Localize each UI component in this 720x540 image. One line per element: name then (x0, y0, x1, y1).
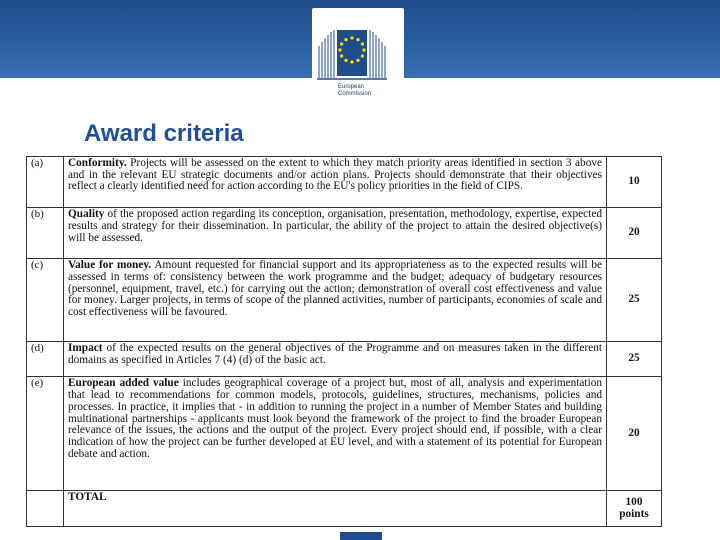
logo-text (338, 84, 371, 98)
criterion-description (64, 208, 607, 259)
criterion-description (64, 259, 607, 342)
criterion-points: 25 (607, 259, 662, 342)
criterion-label: (a) (27, 157, 64, 208)
criterion-text: Projects will be assessed on the extent to which they match priority areas identified in section 3 above and in the relevant EU strategic documents and/or action plans. Projects should demonstrate that their objectives reflect a clearly identified need for action according to the EU's policy priorities in the field of CIPS. (68, 157, 603, 193)
criterion-row-b (27, 208, 662, 259)
criterion-name: Impact (68, 341, 103, 354)
criterion-points: 25 (607, 341, 662, 376)
criterion-label: (c) (27, 259, 64, 342)
criterion-points: 10 (607, 157, 662, 208)
criterion-description (64, 157, 607, 208)
criterion-row-d (27, 341, 662, 376)
total-points: 100 points (607, 491, 662, 527)
criterion-row-c (27, 259, 662, 342)
criterion-name: European added value (68, 377, 179, 390)
criterion-label: (d) (27, 341, 64, 376)
criterion-row-a (27, 157, 662, 208)
total-row (27, 491, 662, 527)
page-title: Award criteria (84, 120, 244, 147)
criterion-name: Quality (68, 208, 105, 221)
criterion-row-e (27, 377, 662, 491)
criterion-description (64, 377, 607, 491)
european-commission-logo (312, 8, 404, 102)
criterion-text: of the proposed action regarding its conception, organisation, presentation, methodology, expertise, expected results and strategy for their dissemination. In particular, the ability of the project to attain the desired objective(s) will be assessed. (68, 208, 602, 244)
criterion-label: (b) (27, 208, 64, 259)
logo-line-commission: Commission (338, 91, 372, 97)
criterion-description (64, 341, 607, 376)
berlaymont-building-icon (317, 26, 387, 82)
criterion-text: includes geographical coverage of a project but, most of all, analysis and experimentation that lead to recommendations for common models, protocols, guidelines, structures, mechanisms, policies and processes. In practice, it implies that - in addition to running the project in a number of Member States and building multinational partnerships - applicants must look beyond the framework of the project to find the broader European relevance of the issues, the actions and the output of the project. Every project should end, if possible, with a clear indication of how the project can be further developed at EU level, and with a statement of its potential for European debate and action. (68, 377, 603, 460)
criterion-points: 20 (607, 208, 662, 259)
total-label-cell (27, 491, 64, 527)
criterion-text: of the expected results on the general objectives of the Programme and on measures taken in the different domains as specified in Articles 7 (4) (d) of the basic act. (68, 341, 603, 366)
criterion-name: Conformity. (68, 157, 127, 169)
criterion-text: Amount requested for financial support and its appropriateness as to the expected results will be assessed in terms of: consistency between the work programme and the budget; adequacy of budgetary resources (personnel, equipment, travel, etc.) for carrying out the action; demonstration of overall cost effectiveness and value for money. Larger projects, in terms of scope of the planned activities, number of participants, economies of scale and cost effectiveness will be favoured. (68, 259, 603, 319)
criterion-points: 20 (607, 377, 662, 491)
award-criteria-table (26, 156, 662, 527)
criterion-name: Value for money. (68, 259, 152, 272)
total-label: TOTAL (64, 491, 607, 527)
criterion-label: (e) (27, 377, 64, 491)
bottom-accent-bar (340, 532, 382, 540)
logo-line-european: European (338, 84, 365, 90)
